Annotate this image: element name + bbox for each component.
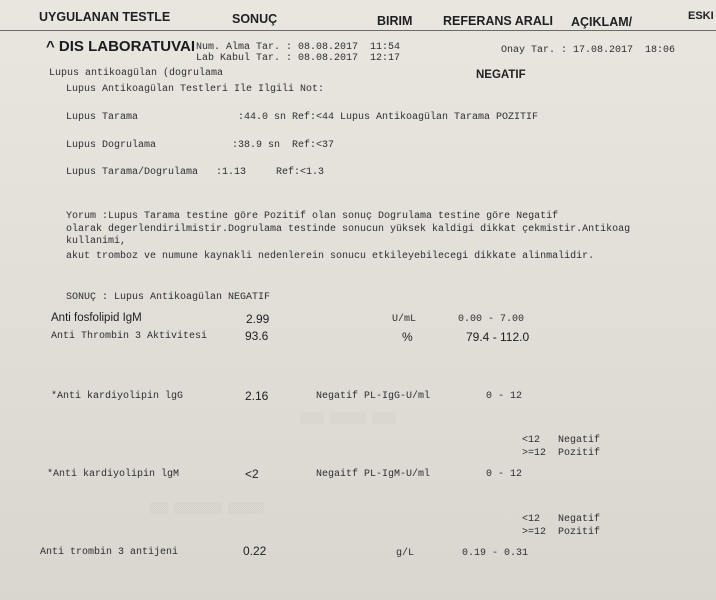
bleed-through-mark: ░░░ ░░░░░░░░ ░░░░░░ (150, 504, 265, 515)
test-result: 2.99 (246, 312, 270, 326)
header-divider (0, 30, 716, 31)
lupus-test-name: Lupus antikoagülan (dogrulama (49, 68, 224, 79)
test-reference: 0.00 - 7.00 (458, 314, 525, 325)
approval-date: Onay Tar. : 17.08.2017 18:06 (501, 45, 676, 56)
sample-date: Num. Alma Tar. : 08.08.2017 11:54 (196, 42, 401, 53)
lupus-summary: SONUÇ : Lupus Antikoagülan NEGATIF (66, 292, 271, 303)
bleed-through-mark: ░░░░ ░░░░░░ ░░░░ (300, 414, 397, 425)
reference-note: <12 Negatif (522, 514, 601, 525)
test-name: Anti fosfolipid IgM (51, 312, 142, 324)
test-reference: 0 - 12 (486, 391, 523, 402)
lupus-row-label: Lupus Tarama (66, 112, 139, 123)
test-name: Anti Thrombin 3 Aktivitesi (51, 331, 208, 342)
reference-note: >=12 Pozitif (522, 448, 601, 459)
test-result: 0.22 (243, 544, 267, 558)
comment-line: akut tromboz ve numune kaynakli nedenlerein sonucu etkileyebilecegi dikkate alinmalidir. (66, 251, 595, 262)
test-reference: 79.4 - 112.0 (466, 330, 530, 344)
lab-accept-date: Lab Kabul Tar. : 08.08.2017 12:17 (196, 53, 401, 64)
test-unit: Negaitf PL-IgM-U/ml (316, 469, 431, 480)
test-name: *Anti kardiyolipin lgM (47, 469, 180, 480)
comment-line: olarak degerlendirilmistir.Dogrulama testinde sonucun yüksek kaldigi dikkat çekmistir.Antikoag (66, 224, 631, 235)
test-reference: 0.19 - 0.31 (462, 548, 529, 559)
col-header-reference: REFERANS ARALI (443, 14, 553, 28)
reference-note: >=12 Pozitif (522, 527, 601, 538)
col-header-test: UYGULANAN TESTLE (39, 10, 171, 24)
col-header-note: AÇIKLAM/ (571, 15, 633, 29)
lupus-row-value: :44.0 sn Ref:<44 Lupus Antikoagülan Tarama POZITIF (238, 112, 539, 123)
test-unit: % (402, 330, 413, 344)
lupus-row-label: Lupus Dogrulama (66, 140, 157, 151)
test-result: <2 (245, 467, 259, 481)
test-unit: Negatif PL-IgG-U/ml (316, 391, 431, 402)
lupus-notes-header: Lupus Antikoagülan Testleri Ile Ilgili Not: (66, 84, 325, 95)
section-title: ^ DIS LABORATUVAI (46, 38, 196, 55)
col-header-old: ESKI (688, 10, 714, 22)
lupus-result: NEGATIF (476, 69, 526, 81)
reference-note: <12 Negatif (522, 435, 601, 446)
lupus-row-value: :38.9 sn Ref:<37 (232, 140, 335, 151)
test-reference: 0 - 12 (486, 469, 523, 480)
test-name: *Anti kardiyolipin lgG (51, 391, 184, 402)
lupus-row-value: :1.13 Ref:<1.3 (216, 167, 325, 178)
test-result: 2.16 (245, 389, 269, 403)
col-header-unit: BIRIM (377, 14, 413, 28)
comment-line: kullanimi, (66, 236, 127, 247)
lupus-row-label: Lupus Tarama/Dogrulama (66, 167, 199, 178)
col-header-result: SONUÇ (232, 12, 278, 26)
test-unit: U/mL (392, 314, 417, 325)
comment-line: Yorum :Lupus Tarama testine göre Pozitif olan sonuç Dogrulama testine göre Negatif (66, 211, 559, 222)
test-result: 93.6 (245, 329, 269, 343)
test-unit: g/L (396, 548, 415, 559)
test-name: Anti trombin 3 antijeni (40, 547, 179, 558)
